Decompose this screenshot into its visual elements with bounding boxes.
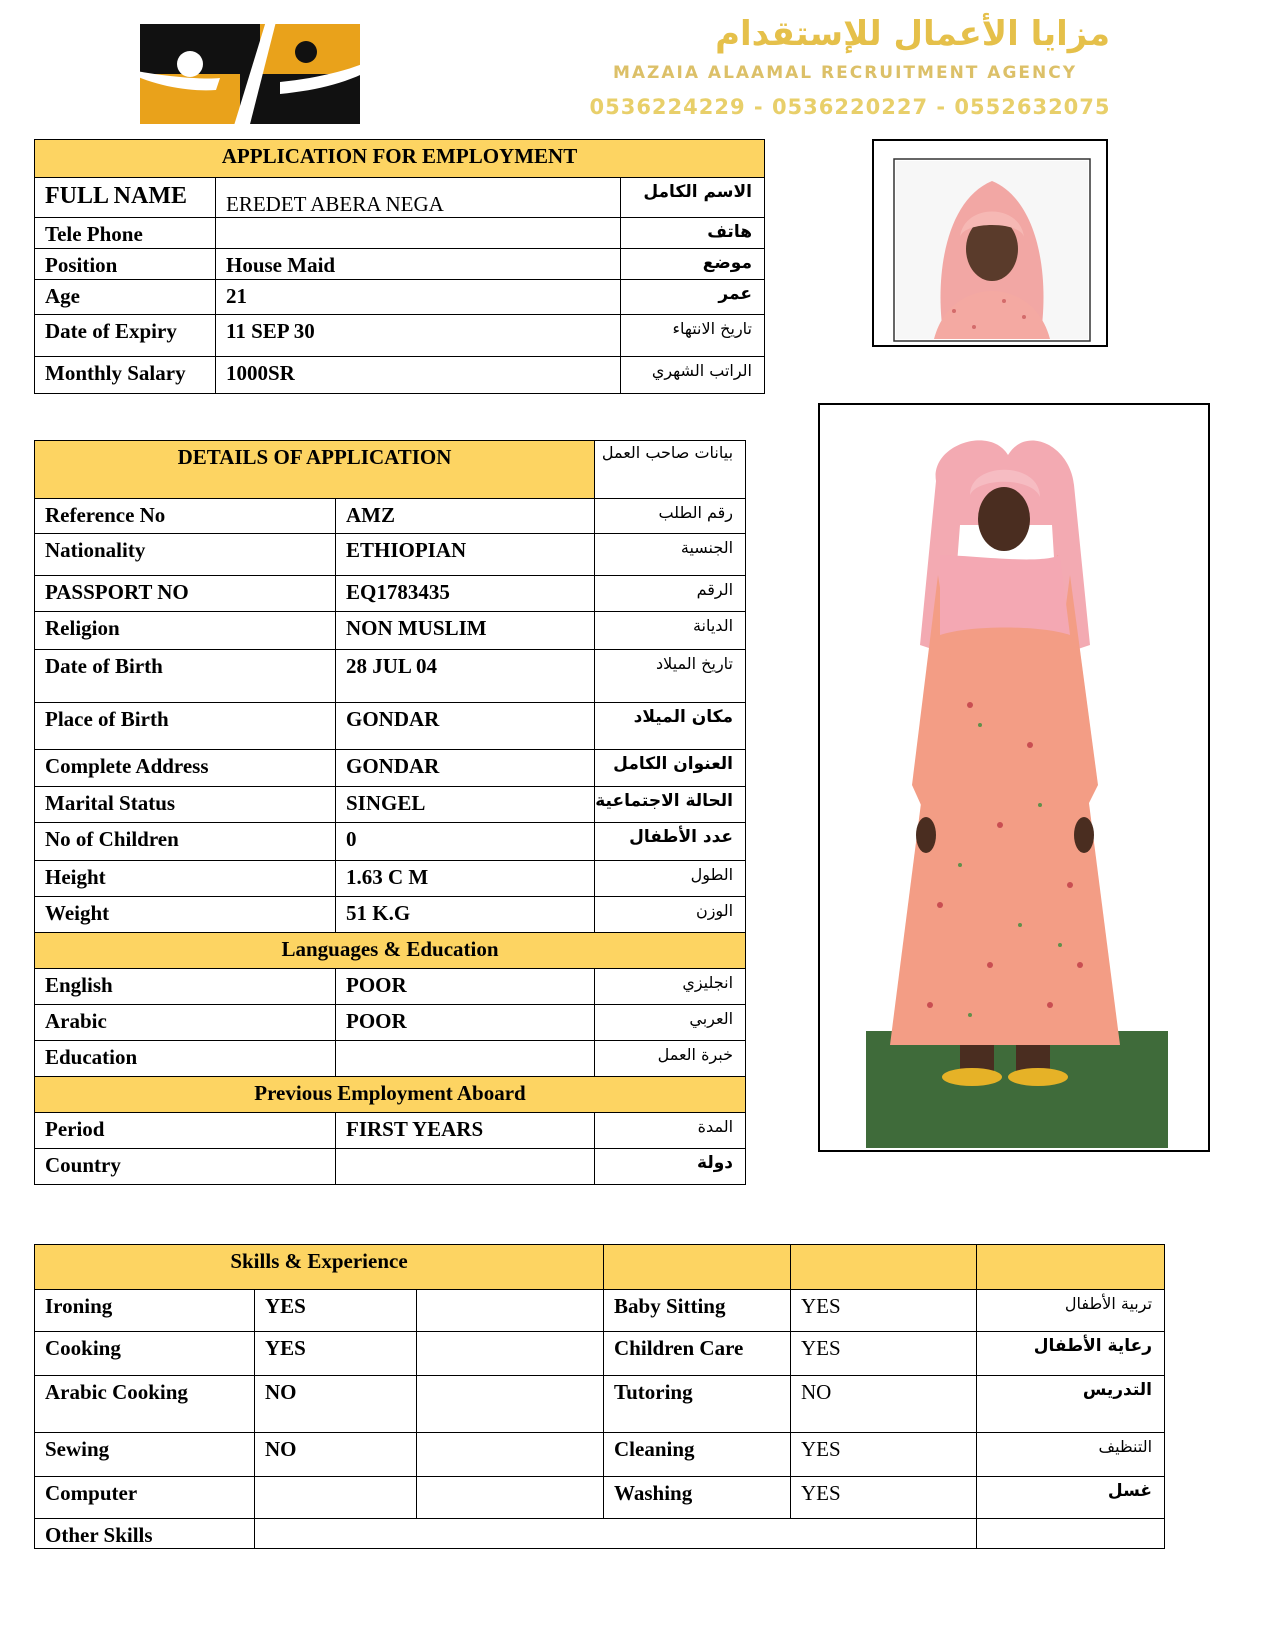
country-label: Country [35, 1149, 336, 1185]
height-label: Height [35, 861, 336, 897]
skill-tutoring-label: Tutoring [604, 1376, 791, 1433]
skill-babysitting-value: YES [791, 1290, 977, 1332]
details-title-arabic: بيانات صاحب العمل [595, 441, 746, 499]
telephone-value [216, 218, 621, 249]
previous-employment-title: Previous Employment Aboard [35, 1077, 746, 1113]
position-value: House Maid [216, 249, 621, 280]
salary-arabic: الراتب الشهري [621, 357, 765, 394]
telephone-label: Tele Phone [35, 218, 216, 249]
reference-value: AMZ [336, 499, 595, 534]
skill-computer-value [255, 1477, 417, 1519]
religion-arabic: الديانة [595, 612, 746, 650]
other-skills-label: Other Skills [35, 1519, 255, 1549]
english-arabic: انجليزي [595, 969, 746, 1005]
birthplace-value: GONDAR [336, 703, 595, 750]
expiry-value: 11 SEP 30 [216, 315, 621, 357]
skill-washing-label: Washing [604, 1477, 791, 1519]
skill-computer-label: Computer [35, 1477, 255, 1519]
age-label: Age [35, 280, 216, 315]
marital-arabic: الحالة الاجتماعية [595, 787, 746, 823]
skill-childrencare-label: Children Care [604, 1332, 791, 1376]
age-value: 21 [216, 280, 621, 315]
address-label: Complete Address [35, 750, 336, 787]
address-arabic: العنوان الكامل [595, 750, 746, 787]
full-name-arabic: الاسم الكامل [621, 178, 765, 218]
skill-empty-cell [417, 1433, 604, 1477]
skill-sewing-value: NO [255, 1433, 417, 1477]
full-body-photo [818, 403, 1210, 1152]
passport-label: PASSPORT NO [35, 576, 336, 612]
details-table [34, 440, 746, 1185]
address-value: GONDAR [336, 750, 595, 787]
arabic-arabic: العربي [595, 1005, 746, 1041]
education-arabic: خبرة العمل [595, 1041, 746, 1077]
application-table [34, 139, 765, 394]
nationality-value: ETHIOPIAN [336, 534, 595, 576]
passport-value: EQ1783435 [336, 576, 595, 612]
education-value [336, 1041, 595, 1077]
birthplace-arabic: مكان الميلاد [595, 703, 746, 750]
period-label: Period [35, 1113, 336, 1149]
skill-empty-cell [417, 1376, 604, 1433]
skill-childrencare-arabic: رعاية الأطفال [977, 1332, 1165, 1376]
nationality-arabic: الجنسية [595, 534, 746, 576]
country-arabic: دولة [595, 1149, 746, 1185]
skills-table [34, 1244, 1165, 1549]
agency-name-english: MAZAIA ALAAMAL RECRUITMENT AGENCY [612, 63, 1078, 83]
agency-phones: 0536224229 - 0536220227 - 0552632075 [589, 95, 1111, 119]
skill-empty-cell [417, 1290, 604, 1332]
skill-tutoring-value: NO [791, 1376, 977, 1433]
salary-value: 1000SR [216, 357, 621, 394]
english-label: English [35, 969, 336, 1005]
skill-ironing-label: Ironing [35, 1290, 255, 1332]
period-arabic: المدة [595, 1113, 746, 1149]
skill-ironing-value: YES [255, 1290, 417, 1332]
skill-childrencare-value: YES [791, 1332, 977, 1376]
religion-value: NON MUSLIM [336, 612, 595, 650]
skill-tutoring-arabic: التدريس [977, 1376, 1165, 1433]
weight-arabic: الوزن [595, 897, 746, 933]
marital-label: Marital Status [35, 787, 336, 823]
weight-value: 51 K.G [336, 897, 595, 933]
skills-title: Skills & Experience [35, 1245, 604, 1290]
dob-arabic: تاريخ الميلاد [595, 650, 746, 703]
passport-arabic: الرقم [595, 576, 746, 612]
details-title: DETAILS OF APPLICATION [35, 441, 595, 499]
marital-value: SINGEL [336, 787, 595, 823]
full-name-value: EREDET ABERA NEGA [216, 178, 621, 218]
nationality-label: Nationality [35, 534, 336, 576]
skills-header-cell [977, 1245, 1165, 1290]
skill-cleaning-label: Cleaning [604, 1433, 791, 1477]
arabic-value: POOR [336, 1005, 595, 1041]
agency-logo [120, 6, 380, 132]
skill-washing-value: YES [791, 1477, 977, 1519]
agency-name-arabic: مزايا الأعمال للإستقدام [715, 14, 1110, 54]
country-value [336, 1149, 595, 1185]
telephone-arabic: هاتف [621, 218, 765, 249]
children-value: 0 [336, 823, 595, 861]
languages-title: Languages & Education [35, 933, 746, 969]
skill-cleaning-value: YES [791, 1433, 977, 1477]
reference-label: Reference No [35, 499, 336, 534]
dob-value: 28 JUL 04 [336, 650, 595, 703]
portrait-photo [872, 139, 1108, 347]
arabic-label: Arabic [35, 1005, 336, 1041]
period-value: FIRST YEARS [336, 1113, 595, 1149]
weight-label: Weight [35, 897, 336, 933]
children-label: No of Children [35, 823, 336, 861]
skill-cleaning-arabic: التنظيف [977, 1433, 1165, 1477]
skills-header-cell [791, 1245, 977, 1290]
expiry-arabic: تاريخ الانتهاء [621, 315, 765, 357]
skills-header-cell [604, 1245, 791, 1290]
skill-babysitting-label: Baby Sitting [604, 1290, 791, 1332]
education-label: Education [35, 1041, 336, 1077]
salary-label: Monthly Salary [35, 357, 216, 394]
position-label: Position [35, 249, 216, 280]
application-title: APPLICATION FOR EMPLOYMENT [35, 140, 765, 178]
position-arabic: موضع [621, 249, 765, 280]
skill-washing-arabic: غسل [977, 1477, 1165, 1519]
reference-arabic: رقم الطلب [595, 499, 746, 534]
skill-sewing-label: Sewing [35, 1433, 255, 1477]
children-arabic: عدد الأطفال [595, 823, 746, 861]
skill-babysitting-arabic: تربية الأطفال [977, 1290, 1165, 1332]
birthplace-label: Place of Birth [35, 703, 336, 750]
skill-arabic-cooking-value: NO [255, 1376, 417, 1433]
age-arabic: عمر [621, 280, 765, 315]
expiry-label: Date of Expiry [35, 315, 216, 357]
english-value: POOR [336, 969, 595, 1005]
skill-empty-cell [417, 1477, 604, 1519]
dob-label: Date of Birth [35, 650, 336, 703]
other-skills-value [255, 1519, 977, 1549]
skill-cooking-value: YES [255, 1332, 417, 1376]
height-arabic: الطول [595, 861, 746, 897]
skill-empty-cell [417, 1332, 604, 1376]
religion-label: Religion [35, 612, 336, 650]
full-name-label: FULL NAME [35, 178, 216, 218]
other-skills-empty [977, 1519, 1165, 1549]
skill-arabic-cooking-label: Arabic Cooking [35, 1376, 255, 1433]
height-value: 1.63 C M [336, 861, 595, 897]
skill-cooking-label: Cooking [35, 1332, 255, 1376]
